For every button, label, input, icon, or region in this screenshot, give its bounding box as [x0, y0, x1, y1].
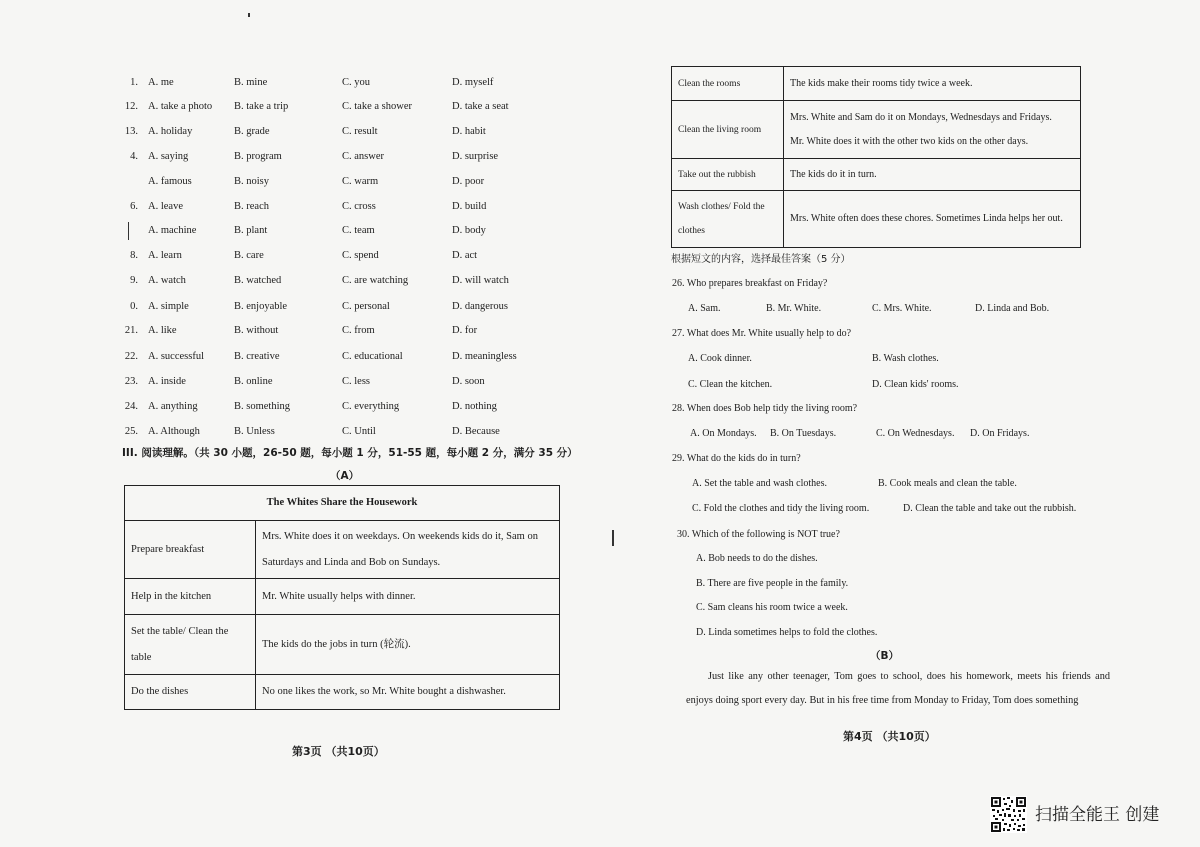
answer-option: D. Linda sometimes helps to fold the clothes.	[696, 627, 878, 638]
option-c: C. everything	[342, 401, 400, 412]
option-b: B. something	[234, 401, 291, 412]
option-d: D. surprise	[452, 151, 499, 162]
option-a: A. inside	[148, 376, 186, 387]
table-row	[672, 67, 1081, 101]
page-footer: 第4页 （共10页）	[843, 730, 936, 743]
chore-cell: Prepare breakfast	[125, 521, 256, 579]
option-b: B. watched	[234, 275, 282, 286]
question-stem: 30. Which of the following is NOT true?	[677, 529, 840, 540]
question-number: 12.	[124, 101, 138, 112]
question-number: 6.	[130, 201, 138, 212]
section-heading: III. 阅读理解。（共 30 小题，26-50 题，每小题 1 分，51-55 题，每小题 2 分，满分 35 分）	[122, 447, 578, 459]
option-b: B. online	[234, 376, 273, 387]
answer-option: B. Wash clothes.	[872, 353, 939, 364]
passage-b-label: （B）	[870, 650, 900, 662]
question-number: 25.	[124, 426, 138, 437]
chore-cell: Set the table/ Clean the table	[125, 615, 256, 675]
chore-cell: Wash clothes/ Fold the clothes	[672, 191, 784, 248]
answer-option: B. Cook meals and clean the table.	[878, 478, 1017, 489]
description-line: Mrs. White and Sam do it on Mondays, Wednesdays and Fridays.	[790, 111, 1052, 123]
question-number: 9.	[130, 275, 138, 286]
answer-option: A. On Mondays.	[690, 428, 757, 439]
answer-option: C. Clean the kitchen.	[688, 379, 773, 390]
question-number: 24.	[124, 401, 138, 412]
option-d: D. meaningless	[452, 351, 517, 362]
description-cell: No one likes the work, so Mr. White bought a dishwasher.	[256, 675, 560, 710]
question-instruction: 根据短文的内容，选择最佳答案（5 分）	[671, 254, 851, 265]
answer-option: B. On Tuesdays.	[770, 428, 837, 439]
option-b: B. mine	[234, 77, 268, 88]
option-c: C. Until	[342, 426, 376, 437]
option-d: D. for	[452, 325, 478, 336]
chore-cell: Take out the rubbish	[672, 159, 784, 191]
answer-option: D. Linda and Bob.	[975, 303, 1050, 314]
passage-b-text: Just like any other teenager, Tom goes to school, does his homework, meets his friends and enjoys doing sport every day. But in his free time from Monday to Friday, Tom does something	[686, 671, 1110, 706]
description-cell: The kids do the jobs in turn (轮流).	[256, 615, 560, 675]
qr-code-icon	[990, 796, 1027, 833]
question-number: 0.	[130, 301, 138, 312]
option-d: D. habit	[452, 126, 486, 137]
table-title: The Whites Share the Housework	[125, 486, 560, 521]
question-stem: 28. When does Bob help tidy the living room?	[672, 403, 858, 414]
option-a: A. learn	[148, 250, 182, 261]
answer-option: A. Set the table and wash clothes.	[692, 478, 827, 489]
option-d: D. will watch	[452, 275, 509, 286]
option-c: C. are watching	[342, 275, 409, 286]
option-b: B. take a trip	[234, 101, 289, 112]
question-stem: 27. What does Mr. White usually help to do?	[672, 328, 852, 339]
chore-cell: Clean the rooms	[672, 67, 784, 101]
answer-option: D. Clean the table and take out the rubbish.	[903, 503, 1077, 514]
scan-mark	[612, 530, 614, 546]
option-a: A. machine	[148, 225, 197, 236]
watermark-text: 扫描全能王 创建	[1035, 805, 1160, 825]
option-a: A. simple	[148, 301, 189, 312]
passage-a-label: （A）	[330, 470, 360, 482]
option-c: C. educational	[342, 351, 403, 362]
option-b: B. reach	[234, 201, 269, 212]
option-b: B. plant	[234, 225, 268, 236]
option-a: A. saying	[148, 151, 189, 162]
table-row	[125, 675, 560, 710]
option-b: B. without	[234, 325, 279, 336]
chore-cell: Help in the kitchen	[125, 579, 256, 615]
option-b: B. noisy	[234, 176, 270, 187]
option-d: D. take a seat	[452, 101, 509, 112]
option-b: B. grade	[234, 126, 270, 137]
option-b: B. enjoyable	[234, 301, 288, 312]
answer-option: C. Sam cleans his room twice a week.	[696, 602, 848, 613]
answer-option: A. Sam.	[688, 303, 721, 314]
scan-mark	[128, 222, 129, 240]
option-b: B. care	[234, 250, 264, 261]
answer-option: A. Bob needs to do the dishes.	[696, 553, 818, 564]
description-cell	[784, 101, 1081, 159]
question-number: 8.	[130, 250, 138, 261]
question-number: 23.	[124, 376, 138, 387]
option-a: A. Although	[148, 426, 200, 437]
option-a: A. leave	[148, 201, 183, 212]
option-d: D. poor	[452, 176, 485, 187]
option-a: A. like	[148, 325, 177, 336]
option-d: D. Because	[452, 426, 500, 437]
question-stem: 26. Who prepares breakfast on Friday?	[672, 278, 828, 289]
table-row	[125, 615, 560, 675]
option-b: B. program	[234, 151, 282, 162]
option-c: C. you	[342, 77, 371, 88]
option-d: D. myself	[452, 77, 494, 88]
option-c: C. personal	[342, 301, 390, 312]
option-c: C. warm	[342, 176, 379, 187]
option-c: C. less	[342, 376, 371, 387]
description-cell: Mr. White usually helps with dinner.	[256, 579, 560, 615]
option-a: A. successful	[148, 351, 204, 362]
answer-option: D. On Fridays.	[970, 428, 1030, 439]
option-a: A. me	[148, 77, 174, 88]
option-d: D. nothing	[452, 401, 497, 412]
option-d: D. act	[452, 250, 478, 261]
answer-option: C. On Wednesdays.	[876, 428, 955, 439]
table-row	[672, 191, 1081, 248]
question-number: 22.	[124, 351, 138, 362]
option-c: C. cross	[342, 201, 376, 212]
page-footer: 第3页 （共10页）	[292, 745, 385, 758]
answer-option: B. There are five people in the family.	[696, 578, 849, 589]
question-number: 1.	[130, 77, 138, 88]
answer-option: A. Cook dinner.	[688, 353, 752, 364]
option-c: C. take a shower	[342, 101, 412, 112]
option-b: B. Unless	[234, 426, 275, 437]
question-stem: 29. What do the kids do in turn?	[672, 453, 801, 464]
option-d: D. body	[452, 225, 486, 236]
description-cell: Mrs. White often does these chores. Sometimes Linda helps her out.	[784, 191, 1081, 248]
answer-option: D. Clean kids' rooms.	[872, 379, 959, 390]
option-d: D. dangerous	[452, 301, 508, 312]
table-row	[125, 521, 560, 579]
option-c: C. result	[342, 126, 378, 137]
description-cell: Mrs. White does it on weekdays. On weekends kids do it, Sam on Saturdays and Linda and Bob on Sundays.	[256, 521, 560, 579]
option-c: C. spend	[342, 250, 379, 261]
option-a: A. famous	[148, 176, 192, 187]
option-a: A. watch	[148, 275, 186, 286]
table-row	[672, 159, 1081, 191]
chore-cell: Do the dishes	[125, 675, 256, 710]
option-c: C. from	[342, 325, 375, 336]
description-cell: The kids do it in turn.	[784, 159, 1081, 191]
option-d: D. soon	[452, 376, 485, 387]
question-number: 21.	[124, 325, 138, 336]
option-a: A. anything	[148, 401, 198, 412]
option-a: A. take a photo	[148, 101, 213, 112]
housework-table	[124, 485, 560, 710]
question-number: 4.	[130, 151, 138, 162]
table-row	[125, 579, 560, 615]
description-cell: The kids make their rooms tidy twice a week.	[784, 67, 1081, 101]
option-d: D. build	[452, 201, 487, 212]
housework-table-continued	[671, 66, 1081, 248]
scan-mark	[248, 13, 250, 17]
answer-option: C. Mrs. White.	[872, 303, 932, 314]
question-number: 13.	[124, 126, 138, 137]
option-b: B. creative	[234, 351, 280, 362]
table-row	[672, 101, 1081, 159]
option-c: C. team	[342, 225, 375, 236]
option-a: A. holiday	[148, 126, 193, 137]
chore-cell: Clean the living room	[672, 101, 784, 159]
table-header-row	[125, 486, 560, 521]
description-line: Mr. White does it with the other two kids on the other days.	[790, 135, 1029, 147]
answer-option: B. Mr. White.	[766, 303, 822, 314]
answer-option: C. Fold the clothes and tidy the living room.	[692, 503, 870, 514]
option-c: C. answer	[342, 151, 384, 162]
